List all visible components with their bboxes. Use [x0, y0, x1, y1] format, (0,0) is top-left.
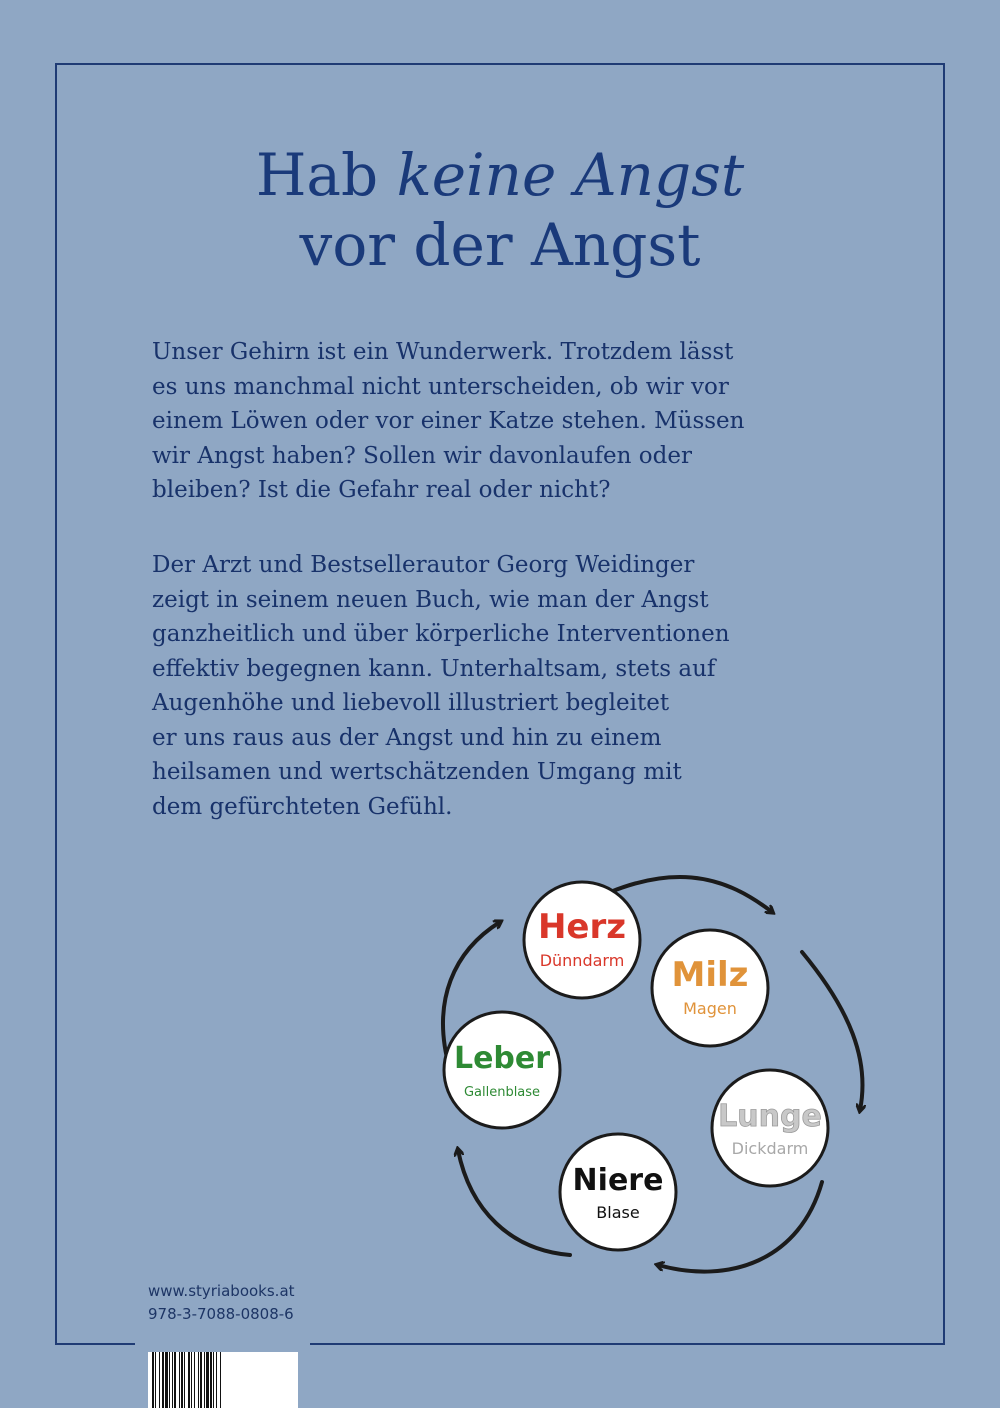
barcode-bar — [162, 1352, 164, 1408]
organ-sub-label: Gallenblase — [463, 1085, 541, 1100]
cycle-arrow — [458, 1150, 570, 1255]
barcode-bar — [216, 1352, 217, 1408]
barcode-bar — [220, 1352, 221, 1408]
barcode-bar — [155, 1352, 156, 1408]
blurb-paragraph-1 — [152, 335, 842, 508]
blurb-line: effektiv begegnen kann. Unterhaltsam, stets auf — [152, 655, 716, 682]
five-elements-diagram — [430, 860, 870, 1300]
organ-main-label: Leber — [453, 1041, 551, 1076]
barcode-bar — [159, 1352, 160, 1408]
barcode-bar — [174, 1352, 176, 1408]
title-line-2: vor der Angst — [299, 211, 701, 279]
barcode-bar — [194, 1352, 195, 1408]
barcode-bar — [179, 1352, 180, 1408]
barcode-bar — [169, 1352, 170, 1408]
barcode-bar — [188, 1352, 190, 1408]
blurb-line: heilsamen und wertschätzenden Umgang mit — [152, 759, 682, 785]
title-emphasis: keine Angst — [396, 141, 745, 209]
barcode-bar — [172, 1352, 173, 1408]
blurb-line: er uns raus aus der Angst und hin zu einem — [152, 724, 662, 751]
barcode — [148, 1352, 298, 1408]
blurb-line: ganzheitlich und über körperliche Interventionen — [152, 621, 730, 647]
organ-main-label: Milz — [671, 955, 749, 995]
barcode-bar — [184, 1352, 185, 1408]
barcode-bar — [191, 1352, 192, 1408]
organ-sub-label: Dünndarm — [539, 951, 625, 970]
blurb-line: dem gefürchteten Gefühl. — [152, 793, 453, 820]
blurb-line: Augenhöhe und liebevoll illustriert begleitet — [152, 690, 670, 716]
barcode-bar — [200, 1352, 202, 1408]
organ-main-label: Herz — [537, 907, 627, 947]
barcode-bar — [198, 1352, 199, 1408]
blurb-line: bleiben? Ist die Gefahr real oder nicht? — [152, 477, 611, 503]
barcode-bar — [165, 1352, 168, 1408]
organ-sub-label: Magen — [683, 999, 737, 1018]
book-title — [120, 140, 880, 280]
organ-main-label: Niere — [572, 1163, 664, 1198]
barcode-bar — [181, 1352, 183, 1408]
organ-circles — [444, 882, 828, 1250]
barcode-bar — [152, 1352, 154, 1408]
isbn-number: 978-3-7088-0808-6 — [148, 1305, 294, 1323]
blurb-line: Der Arzt und Bestsellerautor Georg Weidinger — [152, 552, 695, 578]
barcode-bar — [210, 1352, 212, 1408]
blurb-paragraph-2 — [152, 548, 842, 824]
organ-sub-label: Dickdarm — [731, 1139, 809, 1158]
organ-main-label: Lunge — [718, 1099, 822, 1134]
publisher-url[interactable]: www.styriabooks.at — [148, 1282, 295, 1300]
blurb-line: zeigt in seinem neuen Buch, wie man der Angst — [152, 586, 709, 613]
barcode-bar — [204, 1352, 205, 1408]
organ-sub-label: Blase — [596, 1203, 640, 1222]
cycle-arrow — [658, 1182, 822, 1272]
blurb-line: Unser Gehirn ist ein Wunderwerk. Trotzdem lässt — [152, 339, 734, 365]
blurb-line: einem Löwen oder vor einer Katze stehen. Müssen — [152, 408, 745, 434]
barcode-bar — [206, 1352, 209, 1408]
blurb-line: wir Angst haben? Sollen wir davonlaufen oder — [152, 442, 692, 469]
title-line-1: Hab keine Angst — [255, 141, 745, 209]
barcode-bar — [213, 1352, 214, 1408]
blurb-line: es uns manchmal nicht unterscheiden, ob wir vor — [152, 373, 729, 400]
